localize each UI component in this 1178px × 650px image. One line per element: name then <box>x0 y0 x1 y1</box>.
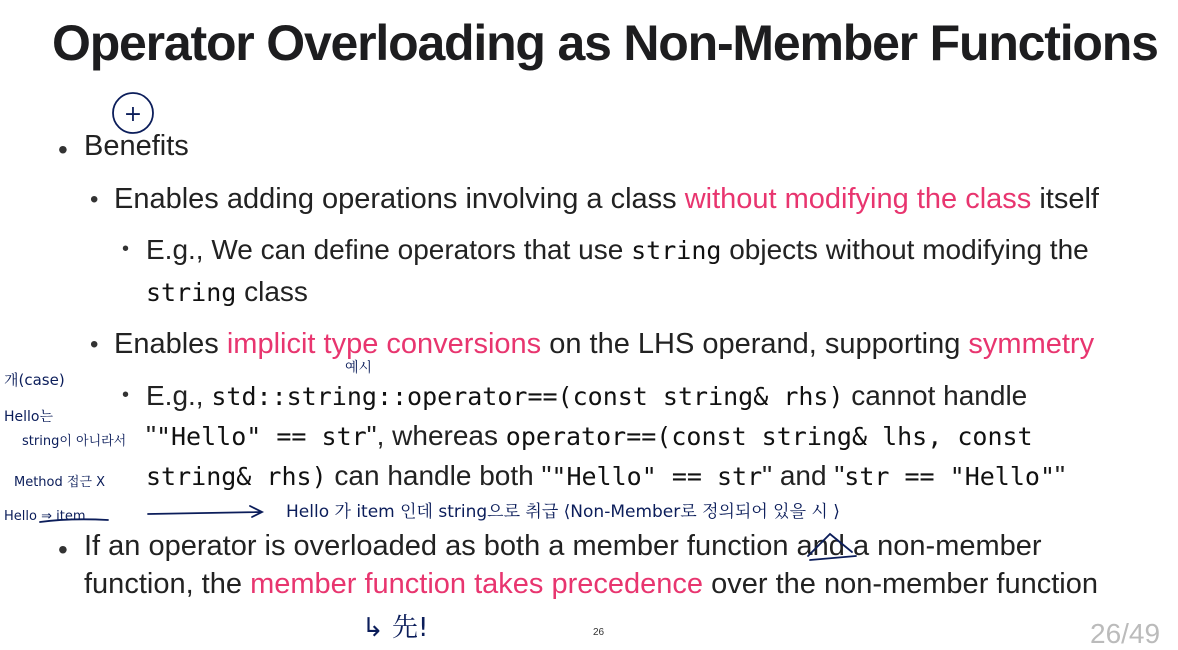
case-note: 개(case) <box>4 371 65 389</box>
text: " <box>146 420 156 451</box>
text: function, the <box>84 568 251 600</box>
text: itself <box>1031 183 1099 215</box>
bullet-dot: • <box>122 384 130 406</box>
code: string <box>631 236 722 265</box>
example-string-line-1 <box>146 234 1089 266</box>
hello-item-note: Hello ⇒ item <box>4 509 86 524</box>
code: string& rhs) <box>146 462 327 491</box>
code: string <box>146 278 237 307</box>
text: on the LHS operand, supporting <box>541 328 969 360</box>
text: Enables <box>114 328 227 360</box>
text: E.g., We can define operators that use <box>146 234 632 265</box>
page-count: 26/49 <box>1090 618 1161 649</box>
text: cannot handle <box>843 380 1028 411</box>
text: E.g., <box>146 380 212 411</box>
bullet-dot: • <box>90 331 99 358</box>
text: objects without modifying the <box>721 234 1089 265</box>
text: " and " <box>762 460 845 491</box>
highlight-text: without modifying the class <box>684 183 1032 215</box>
arrow-annotation <box>148 506 262 517</box>
bullet-dot: • <box>122 238 130 260</box>
string-not-note: string이 아니라서 <box>22 434 127 449</box>
bullet-dot: • <box>90 186 99 213</box>
example-string-line-2 <box>146 276 308 308</box>
example-operator-line-2 <box>146 420 1033 452</box>
circle-annotation <box>113 93 153 133</box>
example-operator-line-1 <box>146 380 1027 412</box>
hello-note: Hello는 <box>4 409 54 425</box>
text: can handle both " <box>326 460 552 491</box>
underline-annotation <box>40 519 108 522</box>
text: class <box>236 276 308 307</box>
circle-plus-note: + <box>123 102 143 127</box>
highlight-text: implicit type conversions <box>226 328 542 360</box>
example-note: 예시 <box>345 360 373 376</box>
text: ", whereas <box>366 420 506 451</box>
precedence-line-1: If an operator is overloaded as both a member function and a non-member <box>84 530 1042 562</box>
benefit-conversion-line <box>114 328 1094 361</box>
precedence-line-2 <box>84 568 1098 601</box>
example-operator-line-3 <box>146 460 1065 492</box>
highlight-text: member function takes precedence <box>250 568 704 600</box>
first-note: ↳ 先! <box>362 613 429 643</box>
code: std::string::operator==(const string& rhs) <box>211 382 844 411</box>
bullet-dot: • <box>58 534 68 565</box>
text: Enables adding operations involving a class <box>114 183 685 215</box>
code: operator==(const string& lhs, const <box>505 422 1033 451</box>
code: "Hello" == str <box>155 422 367 451</box>
page-number: 26 <box>593 627 605 638</box>
benefits-heading: Benefits <box>84 130 189 162</box>
code: str == "Hello" <box>844 462 1055 491</box>
slide-title: Operator Overloading as Non-Member Functions <box>52 15 1158 71</box>
text: " <box>1055 460 1065 491</box>
code: "Hello" == str <box>551 462 763 491</box>
bullet-dot: • <box>58 134 68 165</box>
method-note: Method 접근 X <box>14 475 106 490</box>
arrow-text-note: Hello 가 item 인데 string으로 취급 ⟨Non-Member로 정의되어 있을 시 ⟩ <box>286 502 840 522</box>
text: over the non-member function <box>703 568 1098 600</box>
highlight-text: symmetry <box>968 328 1095 360</box>
benefit-modify-line <box>114 183 1099 216</box>
